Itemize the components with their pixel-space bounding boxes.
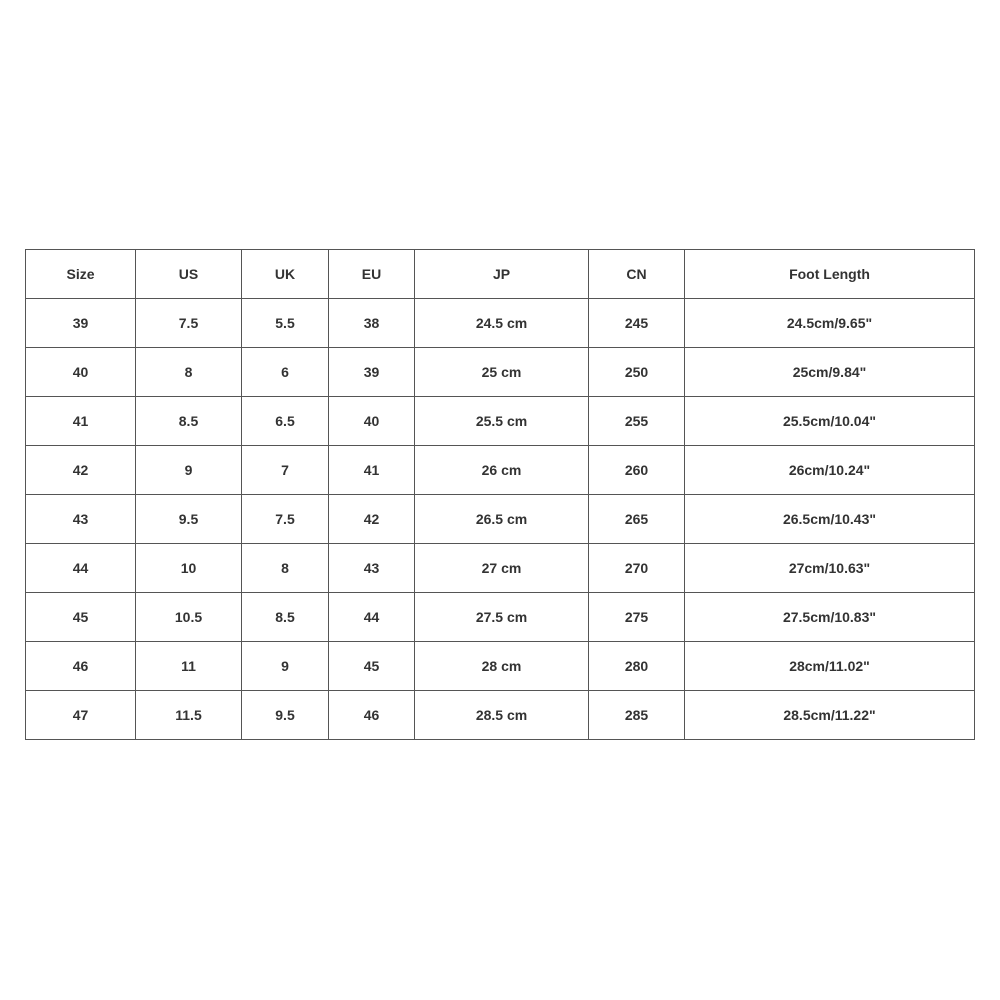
- table-row: [26, 397, 975, 446]
- cell-size: 39: [26, 299, 136, 348]
- cell-us: 7.5: [136, 299, 242, 348]
- cell-jp: 24.5 cm: [415, 299, 589, 348]
- cell-uk: 6.5: [242, 397, 329, 446]
- cell-eu: 42: [329, 495, 415, 544]
- cell-foot-length: 25.5cm/10.04": [685, 397, 975, 446]
- cell-jp: 28.5 cm: [415, 691, 589, 740]
- table-row: [26, 642, 975, 691]
- cell-cn: 270: [589, 544, 685, 593]
- header-row: [26, 250, 975, 299]
- cell-cn: 255: [589, 397, 685, 446]
- cell-jp: 26.5 cm: [415, 495, 589, 544]
- table-row: [26, 348, 975, 397]
- cell-cn: 250: [589, 348, 685, 397]
- table-row: [26, 544, 975, 593]
- cell-us: 10: [136, 544, 242, 593]
- cell-us: 9: [136, 446, 242, 495]
- size-chart-table: [25, 249, 975, 740]
- cell-size: 43: [26, 495, 136, 544]
- cell-foot-length: 28cm/11.02": [685, 642, 975, 691]
- cell-cn: 245: [589, 299, 685, 348]
- cell-size: 47: [26, 691, 136, 740]
- cell-uk: 7: [242, 446, 329, 495]
- cell-cn: 280: [589, 642, 685, 691]
- cell-foot-length: 28.5cm/11.22": [685, 691, 975, 740]
- cell-jp: 25.5 cm: [415, 397, 589, 446]
- cell-jp: 27 cm: [415, 544, 589, 593]
- cell-eu: 39: [329, 348, 415, 397]
- cell-us: 11.5: [136, 691, 242, 740]
- size-chart-body: [26, 299, 975, 740]
- cell-eu: 45: [329, 642, 415, 691]
- cell-cn: 265: [589, 495, 685, 544]
- table-row: [26, 593, 975, 642]
- table-row: [26, 446, 975, 495]
- cell-eu: 38: [329, 299, 415, 348]
- cell-uk: 8: [242, 544, 329, 593]
- cell-eu: 43: [329, 544, 415, 593]
- cell-eu: 46: [329, 691, 415, 740]
- cell-size: 40: [26, 348, 136, 397]
- cell-size: 41: [26, 397, 136, 446]
- cell-foot-length: 26cm/10.24": [685, 446, 975, 495]
- cell-uk: 5.5: [242, 299, 329, 348]
- cell-uk: 6: [242, 348, 329, 397]
- cell-uk: 9.5: [242, 691, 329, 740]
- table-row: [26, 299, 975, 348]
- cell-jp: 25 cm: [415, 348, 589, 397]
- cell-foot-length: 25cm/9.84": [685, 348, 975, 397]
- cell-jp: 28 cm: [415, 642, 589, 691]
- table-row: [26, 495, 975, 544]
- cell-jp: 27.5 cm: [415, 593, 589, 642]
- cell-jp: 26 cm: [415, 446, 589, 495]
- cell-us: 10.5: [136, 593, 242, 642]
- cell-uk: 9: [242, 642, 329, 691]
- cell-us: 11: [136, 642, 242, 691]
- cell-cn: 275: [589, 593, 685, 642]
- cell-cn: 285: [589, 691, 685, 740]
- cell-eu: 41: [329, 446, 415, 495]
- cell-size: 45: [26, 593, 136, 642]
- cell-foot-length: 27cm/10.63": [685, 544, 975, 593]
- cell-size: 46: [26, 642, 136, 691]
- header-cn: CN: [589, 250, 685, 299]
- size-chart-header: [26, 250, 975, 299]
- table-row: [26, 691, 975, 740]
- cell-uk: 8.5: [242, 593, 329, 642]
- header-size: Size: [26, 250, 136, 299]
- cell-us: 8.5: [136, 397, 242, 446]
- cell-foot-length: 24.5cm/9.65": [685, 299, 975, 348]
- cell-size: 44: [26, 544, 136, 593]
- header-jp: JP: [415, 250, 589, 299]
- header-eu: EU: [329, 250, 415, 299]
- cell-eu: 44: [329, 593, 415, 642]
- cell-uk: 7.5: [242, 495, 329, 544]
- cell-foot-length: 27.5cm/10.83": [685, 593, 975, 642]
- cell-foot-length: 26.5cm/10.43": [685, 495, 975, 544]
- cell-us: 8: [136, 348, 242, 397]
- header-foot-length: Foot Length: [685, 250, 975, 299]
- cell-cn: 260: [589, 446, 685, 495]
- cell-eu: 40: [329, 397, 415, 446]
- header-us: US: [136, 250, 242, 299]
- cell-size: 42: [26, 446, 136, 495]
- header-uk: UK: [242, 250, 329, 299]
- cell-us: 9.5: [136, 495, 242, 544]
